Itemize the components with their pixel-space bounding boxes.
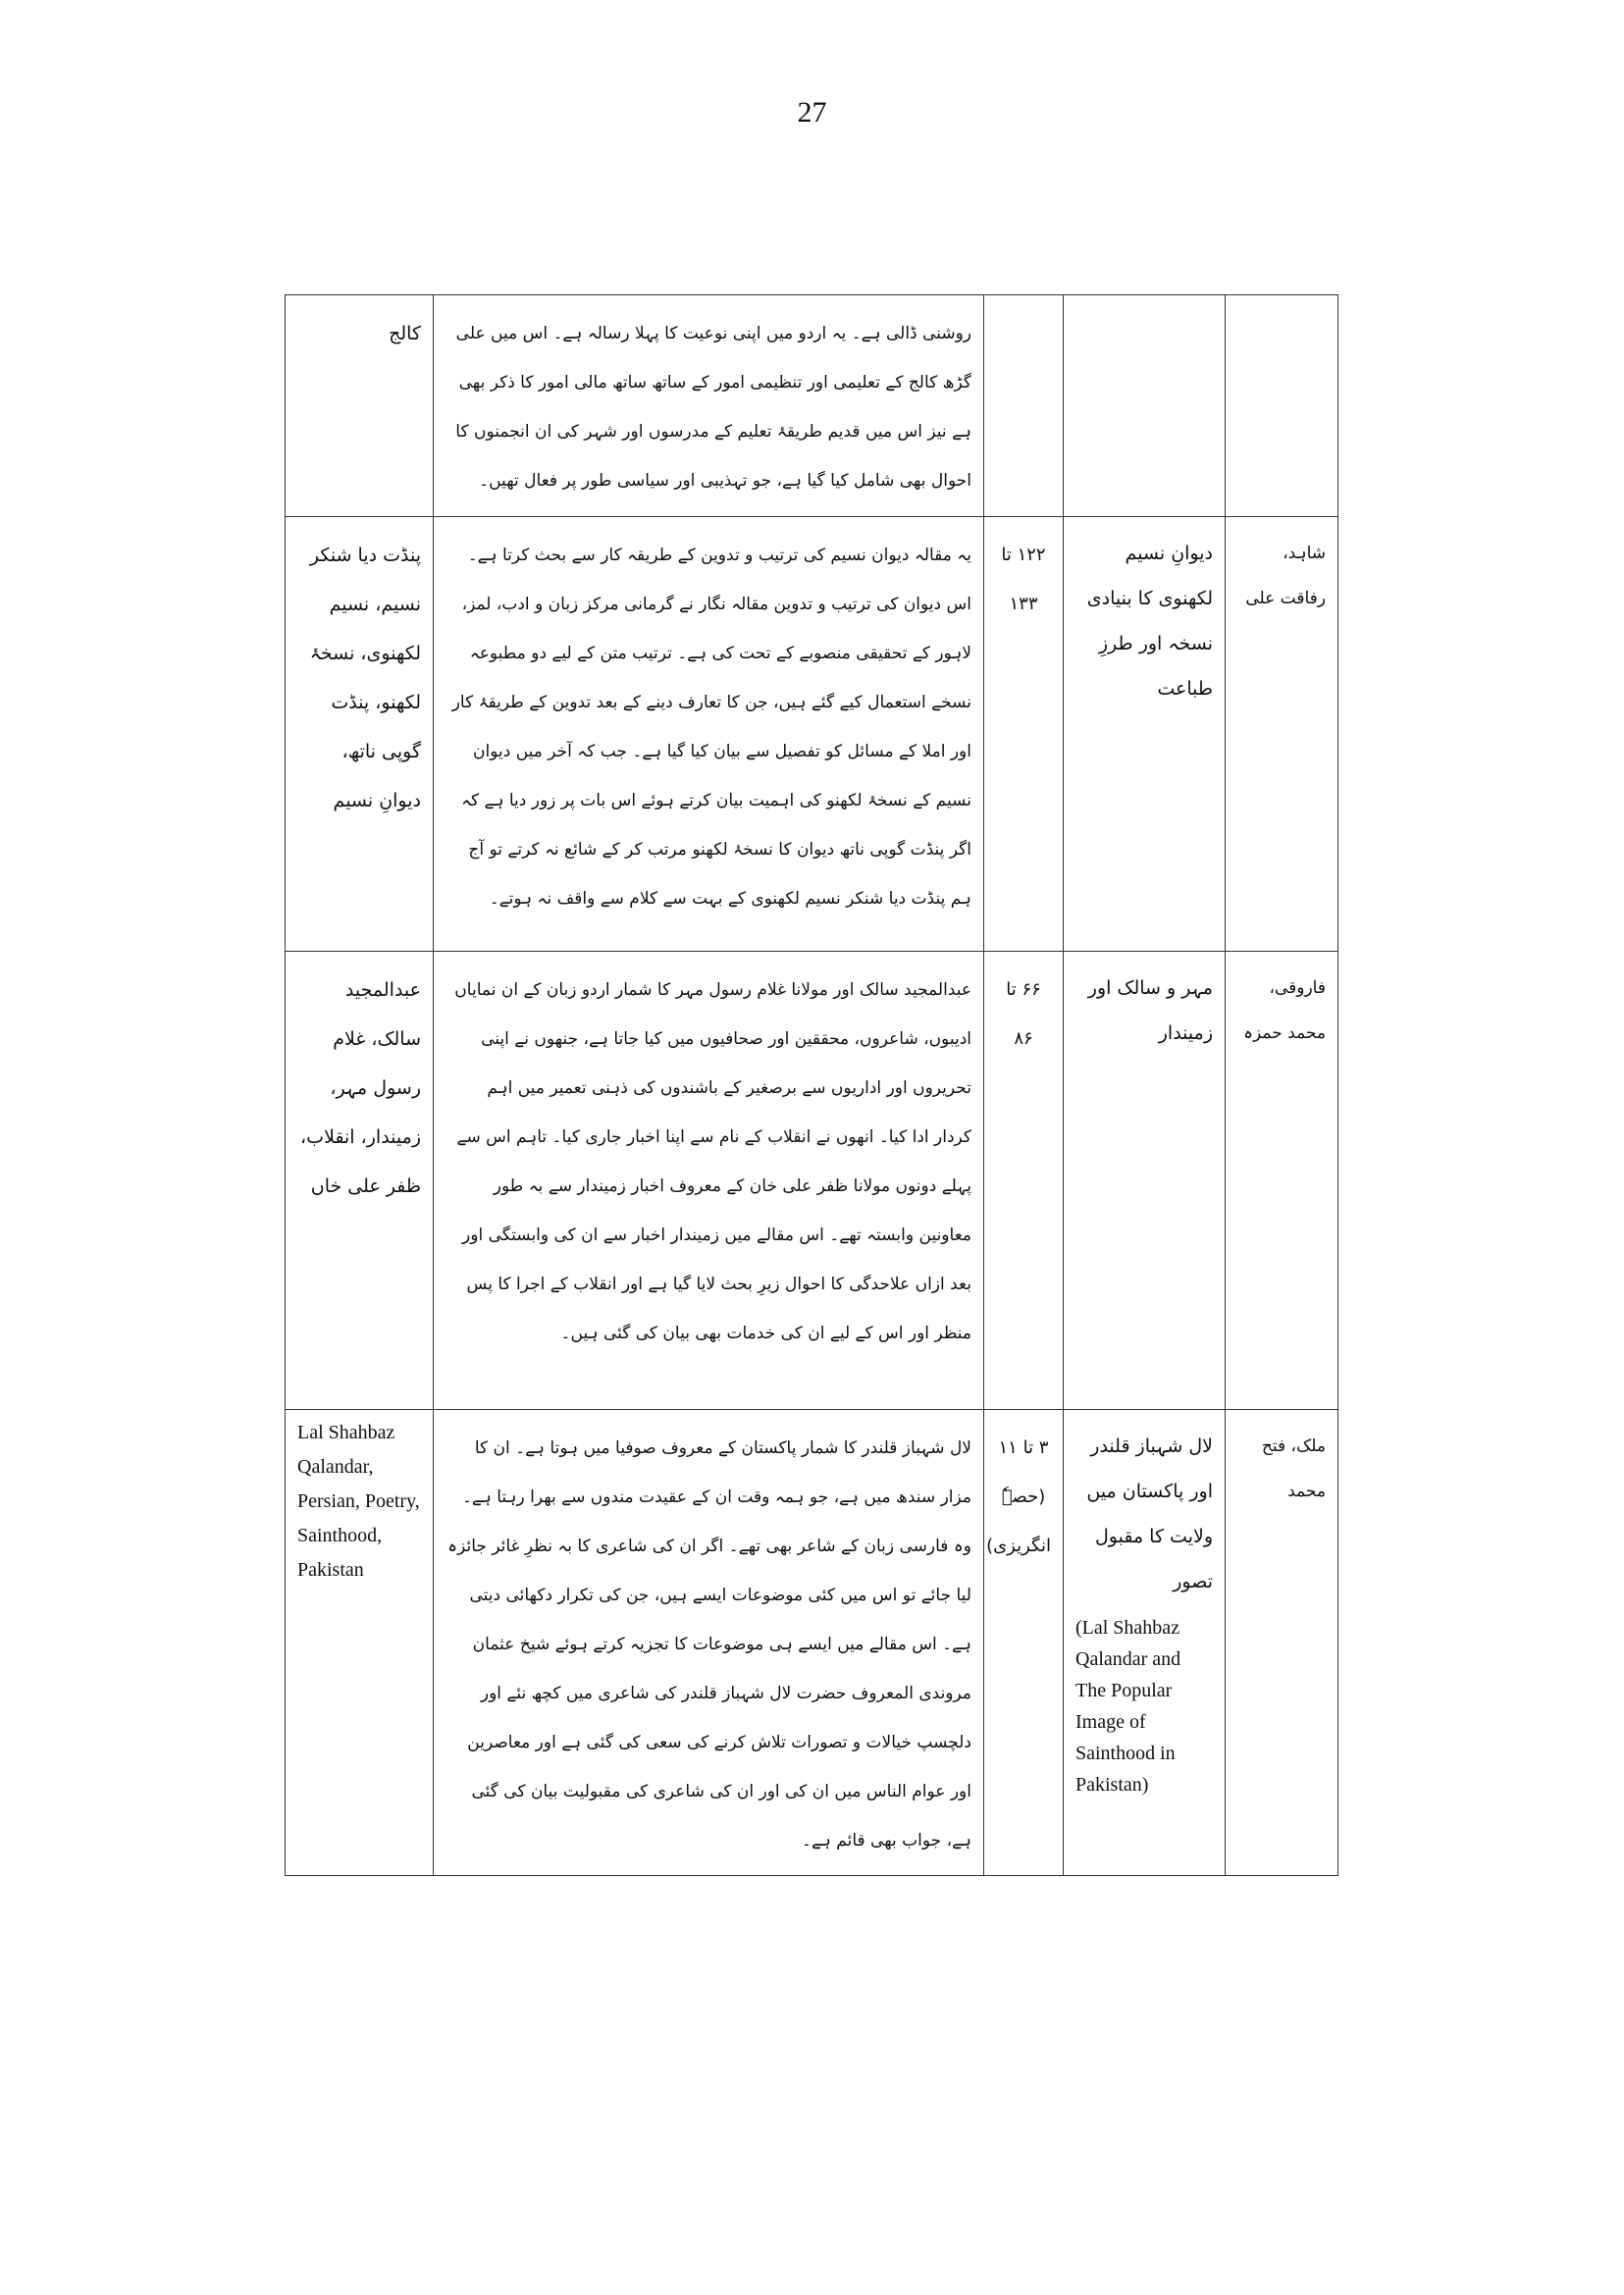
keywords-cell: Lal Shahbaz Qalandar, Persian, Poetry, Sainthood, Pakistan (286, 1410, 434, 1876)
page-number: 27 (797, 96, 827, 129)
abstract-cell: یہ مقالہ دیوان نسیم کی ترتیب و تدوین کے طریقہ کار سے بحث کرتا ہے۔ اس دیوان کی ترتیب و تدوین مقالہ نگار نے گرمانی مرکز زبان و ادب، لمز، لاہور کے تحقیقی منصوبے کے تحت کی ہے۔ ترتیب متن کے لیے دو مطبوعہ نسخے استعمال کیے گئے ہیں، جن کا تعارف دینے کے بعد تدوین کے طریقۂ کار اور املا کے مسائل کو تفصیل سے بیان کیا گیا ہے۔ جب کہ آخر میں دیوان نسیم کے نسخۂ لکھنو کی اہمیت بیان کرتے ہوئے اس بات پر زور دیا ہے کہ اگر پنڈت گوپی ناتھ دیوان کا نسخۂ لکھنو مرتب کر کے شائع نہ کرتے تو آج ہم پنڈت دیا شنکر نسیم لکھنوی کے بہت سے کلام سے واقف نہ ہوتے۔ (434, 517, 984, 952)
title-urdu: لال شہباز قلندر اور پاکستان میں ولایت کا مقبول تصور (1086, 1435, 1213, 1592)
title-cell (1064, 1410, 1226, 1876)
pages-cell (984, 295, 1064, 517)
keywords-cell: عبدالمجید سالک، غلام رسول مہر، زمیندار، انقلاب، ظفر علی خاں (286, 952, 434, 1410)
table-row (286, 295, 1338, 517)
abstract-cell: عبدالمجید سالک اور مولانا غلام رسول مہر کا شمار اردو زبان کے ان نمایاں ادیبوں، شاعروں، محققین اور صحافیوں میں کیا جاتا ہے، جنھوں نے اپنی تحریروں اور اداریوں سے برصغیر کے باشندوں کی ذہنی تعمیر میں اہم کردار ادا کیا۔ انھوں نے انقلاب کے نام سے اپنا اخبار جاری کیا۔ تاہم اس سے پہلے دونوں مولانا ظفر علی خان کے معروف اخبار زمیندار سے بہ طور معاونین وابستہ تھے۔ اس مقالے میں زمیندار اخبار سے ان کی وابستگی اور بعد ازاں علاحدگی کا احوال زیرِ بحث لایا گیا ہے اور انقلاب کے اجرا کا پس منظر اور اس کے لیے ان کی خدمات بھی بیان کی گئی ہیں۔ (434, 952, 984, 1410)
pages-cell: ۱۲۲ تا ۱۳۳ (984, 517, 1064, 952)
author-cell (1226, 295, 1338, 517)
pages-cell: ۶۶ تا ۸۶ (984, 952, 1064, 1410)
author-cell: فاروقی، محمد حمزہ (1226, 952, 1338, 1410)
article-index-table (285, 294, 1338, 1876)
title-urdu: مہر و سالک اور زمیندار (1087, 977, 1213, 1044)
table-row (286, 952, 1338, 1410)
author-cell: ملک، فتح محمد (1226, 1410, 1338, 1876)
pages-cell: ۳ تا ۱۱ (حصہٗ انگریزی) (984, 1410, 1064, 1876)
author-cell: شاہد، رفاقت علی (1226, 517, 1338, 952)
abstract-cell: روشنی ڈالی ہے۔ یہ اردو میں اپنی نوعیت کا پہلا رسالہ ہے۔ اس میں علی گڑھ کالج کے تعلیمی اور تنظیمی امور کے ساتھ ساتھ مالی امور کا ذکر بھی ہے نیز اس میں قدیم طریقۂ تعلیم کے مدرسوں اور شہر کی ان انجمنوں کا احوال بھی شامل کیا گیا ہے، جو تہذیبی اور سیاسی طور پر فعال تھیں۔ (434, 295, 984, 517)
keywords-cell: کالج (286, 295, 434, 517)
keywords-cell: پنڈت دیا شنکر نسیم، نسیم لکھنوی، نسخۂ لکھنو، پنڈت گوپی ناتھ، دیوانِ نسیم (286, 517, 434, 952)
title-urdu: دیوانِ نسیم لکھنوی کا بنیادی نسخہ اور طرزِ طباعت (1086, 543, 1213, 700)
title-english: (Lal Shahbaz Qalandar and The Popular Image of Sainthood in Pakistan) (1075, 1617, 1181, 1796)
title-cell (1064, 952, 1226, 1410)
abstract-cell: لال شہباز قلندر کا شمار پاکستان کے معروف صوفیا میں ہوتا ہے۔ ان کا مزار سندھ میں ہے، جو ہمہ وقت ان کے عقیدت مندوں سے بھرا رہتا ہے۔ وہ فارسی زبان کے شاعر بھی تھے۔ اگر ان کی شاعری کا بہ نظرِ غائر جائزہ لیا جائے تو اس میں کئی موضوعات ایسے ہیں، جن کی تکرار دکھائی دیتی ہے۔ اس مقالے میں ایسے ہی موضوعات کا تجزیہ کرتے ہوئے شیخ عثمان مروندی المعروف حضرت لال شہباز قلندر کی شاعری میں کچھ نئے اور دلچسپ خیالات و تصورات تلاش کرنے کی سعی کی گئی ہے اور معاصرین اور عوام الناس میں ان کی اور ان کی شاعری کی مقبولیت بیان کی گئی ہے، جواب بھی قائم ہے۔ (434, 1410, 984, 1876)
title-cell (1064, 295, 1226, 517)
table-row (286, 517, 1338, 952)
table-row (286, 1410, 1338, 1876)
title-cell (1064, 517, 1226, 952)
